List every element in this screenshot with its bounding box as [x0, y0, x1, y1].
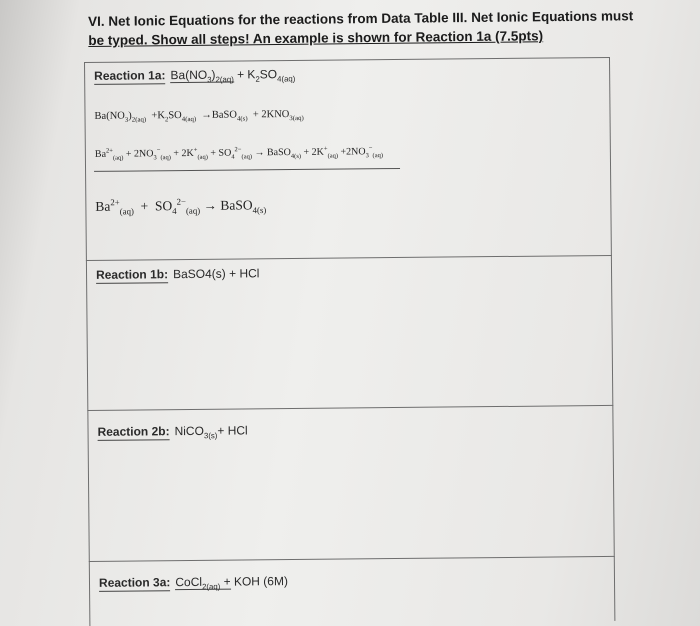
reaction-1a-reactants: $Ba(NO_3)_{2(aq)}$ — [170, 67, 234, 85]
reaction-3a-cell[interactable] — [89, 556, 616, 626]
complete-ionic-equation: $Ba^{2+}_{(aq)} + 2NO_3^-_{(aq)} + 2K^+_{(aq)} + SO_4^{2-}_{(aq)}$ → BaSO$_{4(s)}$ + $2K^+_{(aq)} +2NO_3^-_{(aq)}$ — [94, 144, 384, 162]
reaction-3a-reactants: CoCl$_{2(aq)}$ + KOH (6M) — [175, 574, 288, 592]
heading-line-1: VI. Net Ionic Equations for the reactions from Data Table III. Net Ionic Equations must — [88, 8, 634, 29]
reaction-1b-reactants: BaSO4(s) + HCl — [172, 266, 260, 282]
section-heading — [88, 6, 648, 50]
net-ionic-equation: $Ba^{2+}_{(aq)} + SO_4^{2-}_{(aq)}$ → BaSO$_{4(s)}$ — [95, 196, 267, 217]
reaction-2b-reactants: NiCO$_{3(s)}$+ HCl — [174, 423, 248, 441]
reaction-3a-label: Reaction 3a: — [98, 575, 171, 590]
reaction-2b-label: Reaction 2b: — [97, 424, 170, 439]
reaction-1a-cell[interactable] — [84, 57, 612, 260]
reaction-1a-label: Reaction 1a: — [94, 68, 166, 83]
equation-divider — [94, 168, 400, 172]
reaction-1b-cell[interactable] — [86, 255, 613, 410]
reaction-2b-cell[interactable] — [87, 405, 614, 561]
reaction-1b-title — [96, 266, 260, 282]
reaction-1a-title: Reaction 1a: $Ba(NO_3)_{2(aq)} + K_2SO_{4(aq)}$ — [94, 67, 296, 85]
molecular-equation: $Ba(NO_3)_{2(aq)} +K_2SO_{4(aq)}$ →BaSO$_{4(s)}$ + $2KNO_{3(aq)}$ — [94, 109, 304, 124]
reactions-table — [84, 57, 615, 626]
heading-line-2: be typed. Show all steps! An example is shown for Reaction 1a (7.5pts) — [88, 28, 544, 48]
reaction-1b-label: Reaction 1b: — [95, 267, 169, 282]
reaction-3a-title — [99, 574, 288, 590]
reaction-2b-title — [97, 423, 248, 441]
